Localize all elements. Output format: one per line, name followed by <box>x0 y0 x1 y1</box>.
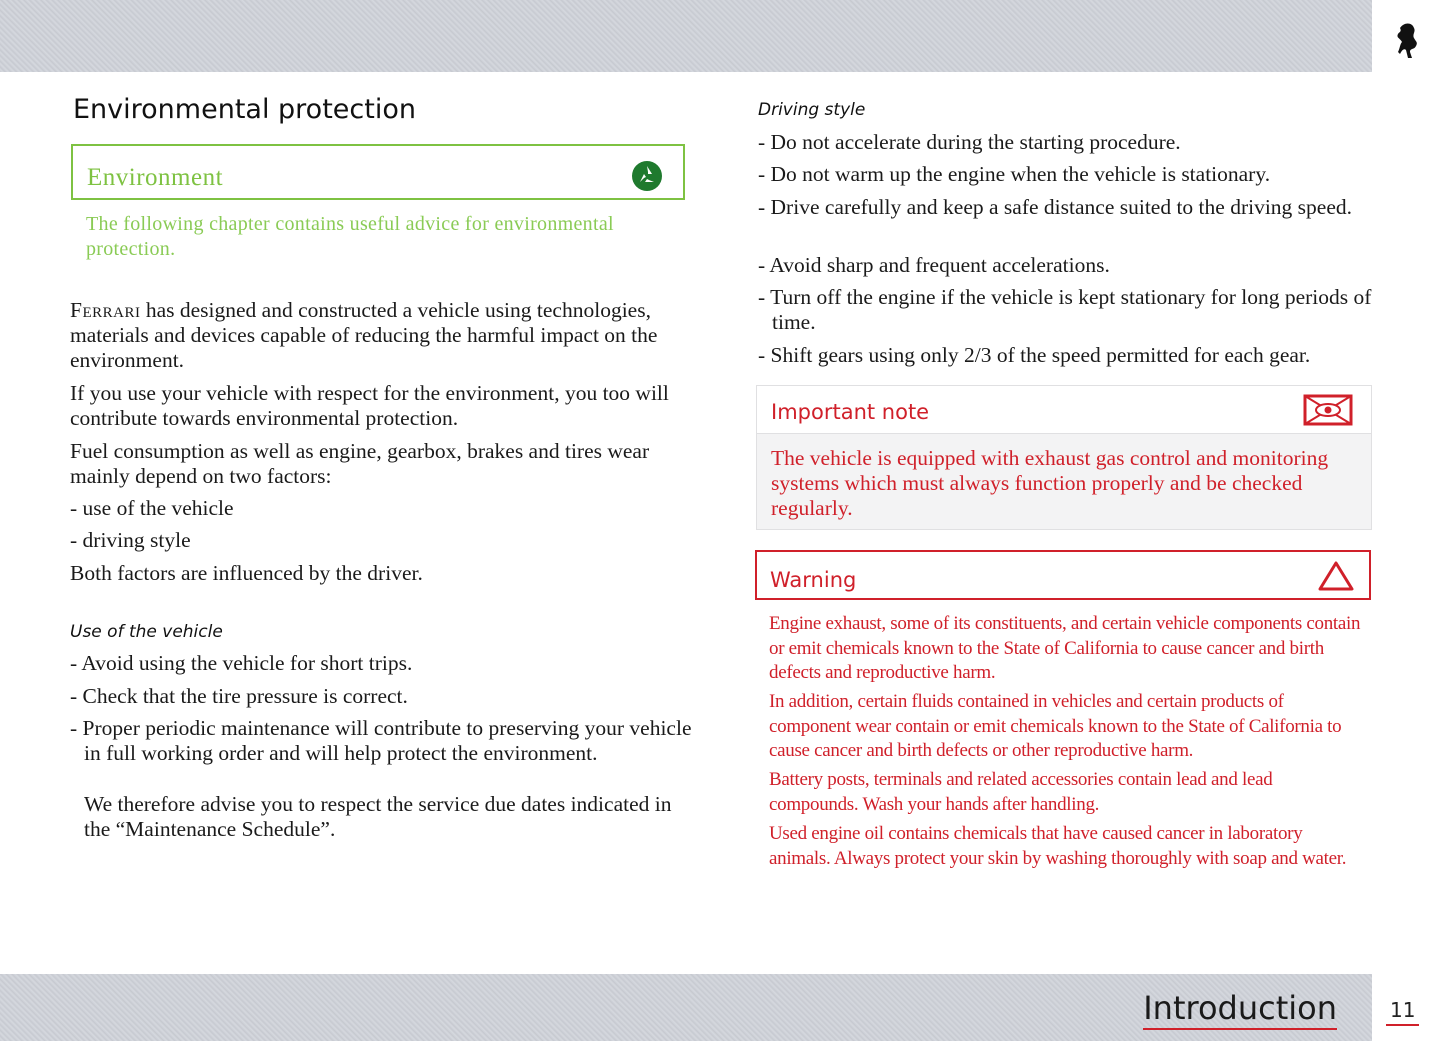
warning-paragraph: Battery posts, terminals and related accessories contain lead and lead compounds. Wash your hands after handling. <box>769 769 1273 815</box>
list-item: - Proper periodic maintenance will contribute to preserving your vehicle in full working order and will help protect the environment. <box>70 716 692 765</box>
list-item: - Shift gears using only 2/3 of the speed permitted for each gear. <box>758 343 1311 367</box>
section-title: Introduction <box>1143 988 1337 1030</box>
important-note-title: Important note <box>771 400 930 424</box>
prancing-horse-icon <box>1392 20 1422 60</box>
important-note-box <box>756 385 1372 530</box>
list-item: - Check that the tire pressure is correct. <box>70 684 408 708</box>
list-item: - Drive carefully and keep a safe distance suited to the driving speed. <box>758 195 1353 219</box>
environment-note: The following chapter contains useful advice for environmental protection. <box>86 213 614 260</box>
paragraph-driver: Both factors are influenced by the driver. <box>70 561 423 585</box>
list-item: - Avoid using the vehicle for short trips. <box>70 651 413 675</box>
warning-triangle-icon <box>1317 560 1355 592</box>
list-item: - Do not warm up the engine when the vehicle is stationary. <box>758 162 1271 186</box>
important-note-header <box>757 386 1371 434</box>
paragraph-factors: Fuel consumption as well as engine, gearbox, brakes and tires wear mainly depend on two factors: <box>70 439 650 488</box>
eye-symbol-icon <box>1303 394 1353 426</box>
intro-text: has designed and constructed a vehicle using technologies, materials and devices capable of reducing the harmful impact on the environment. <box>70 298 658 372</box>
paragraph-respect: If you use your vehicle with respect for the environment, you too will contribute towards environmental protection. <box>70 381 669 430</box>
environment-callout <box>71 144 685 200</box>
warning-title: Warning <box>770 568 857 592</box>
important-note-text: The vehicle is equipped with exhaust gas control and monitoring systems which must always function properly and be checked regularly. <box>771 446 1329 520</box>
recycle-icon <box>631 160 663 192</box>
warning-paragraph: In addition, certain fluids contained in vehicles and certain products of component wear contain or emit chemicals known to the State of California to cause cancer and birth defects or other reproductive harm. <box>769 691 1342 761</box>
factor-item: - use of the vehicle <box>70 496 234 520</box>
use-heading: Use of the vehicle <box>70 622 223 642</box>
list-item: - Do not accelerate during the starting procedure. <box>758 130 1181 154</box>
maintenance-advice: We therefore advise you to respect the service due dates indicated in the “Maintenance Schedule”. <box>84 792 672 841</box>
page-number: 11 <box>1386 998 1419 1026</box>
header-band <box>0 0 1372 72</box>
factor-item: - driving style <box>70 528 191 552</box>
list-item: - Avoid sharp and frequent accelerations. <box>758 253 1110 277</box>
list-item: - Turn off the engine if the vehicle is kept stationary for long periods of time. <box>758 285 1372 334</box>
driving-heading: Driving style <box>758 100 866 120</box>
warning-box <box>755 550 1371 600</box>
brand-name: Ferrari <box>70 298 141 322</box>
page-title: Environmental protection <box>73 94 416 125</box>
intro-paragraph <box>70 298 690 373</box>
warning-paragraph: Engine exhaust, some of its constituents, and certain vehicle components contain or emit chemicals known to the State of California to cause cancer and birth defects and reproductive harm. <box>769 613 1361 683</box>
warning-paragraph: Used engine oil contains chemicals that have caused cancer in laboratory animals. Always protect your skin by washing thoroughly with soap and water. <box>769 823 1347 869</box>
environment-label: Environment <box>87 164 224 191</box>
